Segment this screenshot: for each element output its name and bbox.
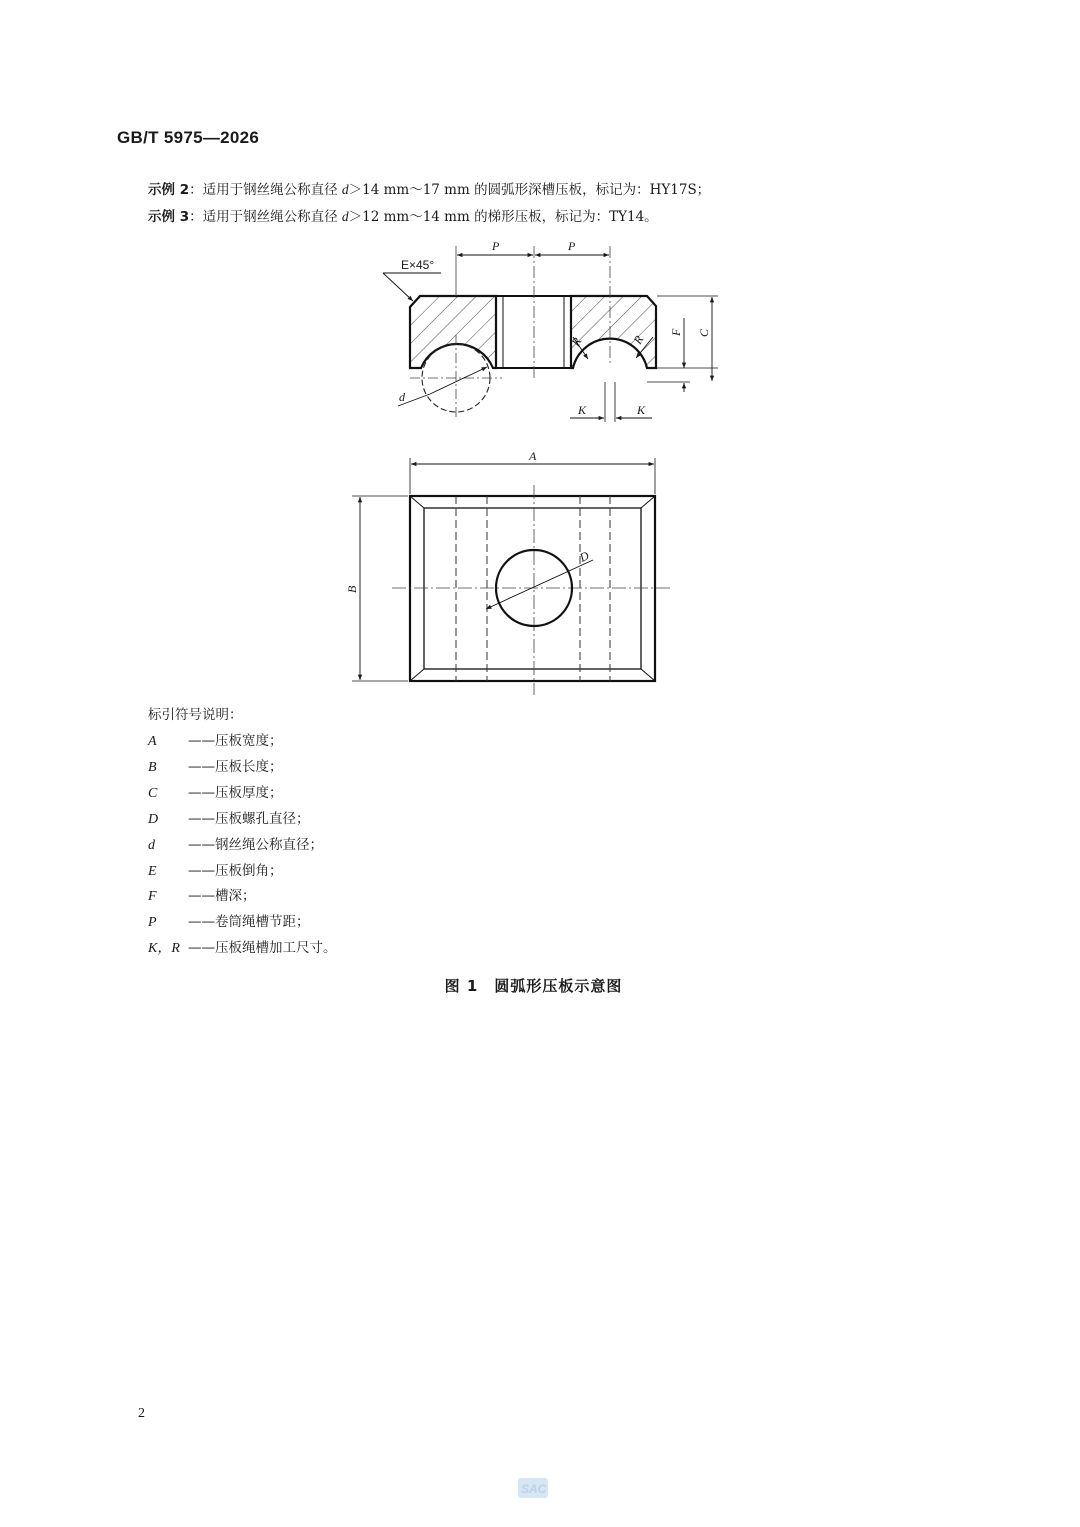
example-variable: d: [341, 182, 349, 197]
example-label: 示例 2: [148, 182, 190, 198]
legend-item: [148, 833, 323, 853]
legend-description: ——压板厚度；: [188, 785, 283, 801]
legend-item: [148, 807, 310, 827]
legend-description: ——压板倒角；: [188, 863, 283, 879]
legend-title: 标引符号说明：: [148, 707, 243, 723]
dimension-d: d: [399, 390, 405, 404]
legend-symbol: F: [148, 889, 157, 904]
chamfer-corner: [410, 496, 424, 508]
example-text: ：适用于钢丝绳公称直径: [189, 182, 342, 198]
legend-item: [148, 729, 283, 749]
chamfer-corner: [641, 669, 655, 681]
legend-symbol: C: [148, 786, 158, 801]
example-text: ＞12 mm～14 mm 的梯形压板，标记为：TY14。: [348, 209, 658, 225]
dimension-r: R: [568, 335, 585, 349]
section-right-body: [571, 296, 656, 368]
legend-item: [148, 884, 256, 904]
legend-item: [148, 936, 337, 956]
example-text: ：适用于钢丝绳公称直径: [189, 209, 342, 225]
dimension-a: A: [529, 449, 537, 463]
example-text: ＞14 mm～17 mm 的圆弧形深槽压板，标记为：HY17S；: [348, 182, 711, 198]
plate-outline: [410, 496, 655, 681]
chamfer-inner-outline: [424, 508, 641, 669]
legend-symbol: D: [148, 812, 159, 827]
legend-symbol: A: [148, 734, 157, 749]
standard-code: GB/T 5975—2026: [117, 128, 260, 147]
dimension-k: K: [578, 403, 587, 417]
legend-item: [148, 859, 283, 879]
legend-description: ——压板宽度；: [188, 733, 283, 749]
figure-caption: 图 1 圆弧形压板示意图: [444, 977, 623, 995]
chamfer-corner: [410, 669, 424, 681]
dimension-b: B: [345, 585, 359, 593]
legend-symbol: d: [148, 838, 155, 853]
dimension-p: P: [492, 239, 500, 253]
dimension-D: D: [577, 548, 592, 565]
chamfer-leader-arrow: [383, 273, 413, 301]
page-number: 2: [138, 1406, 145, 1421]
plan-view: [345, 449, 673, 695]
dimension-p: P: [568, 239, 576, 253]
dimension-r: R: [630, 333, 647, 347]
section-view: [383, 239, 718, 422]
dimension-f: F: [669, 328, 683, 336]
example-variable: d: [341, 209, 349, 224]
legend-description: ——槽深；: [188, 888, 256, 904]
legend-description: ——卷筒绳槽节距；: [188, 914, 310, 930]
watermark-text: SAC: [521, 1482, 547, 1496]
legend-item: [148, 755, 283, 775]
d-dimension-arrow: [430, 367, 487, 394]
legend-symbol: E: [148, 864, 157, 879]
dimension-c: C: [697, 328, 711, 337]
legend-description: ——压板绳槽加工尺寸。: [188, 940, 337, 956]
example-label: 示例 3: [148, 209, 190, 225]
legend-item: [148, 781, 283, 801]
legend-description: ——钢丝绳公称直径；: [188, 837, 323, 853]
legend-item: [148, 910, 310, 930]
dimension-chamfer: E×45°: [401, 258, 435, 272]
legend-description: ——压板长度；: [188, 759, 283, 775]
chamfer-corner: [641, 496, 655, 508]
legend-description: ——压板螺孔直径；: [188, 811, 310, 827]
legend-symbol: P: [148, 915, 157, 930]
legend-symbol: B: [148, 760, 157, 775]
legend-symbol: K，R: [148, 941, 180, 956]
dimension-k: K: [637, 403, 646, 417]
sac-watermark: [518, 1478, 548, 1498]
